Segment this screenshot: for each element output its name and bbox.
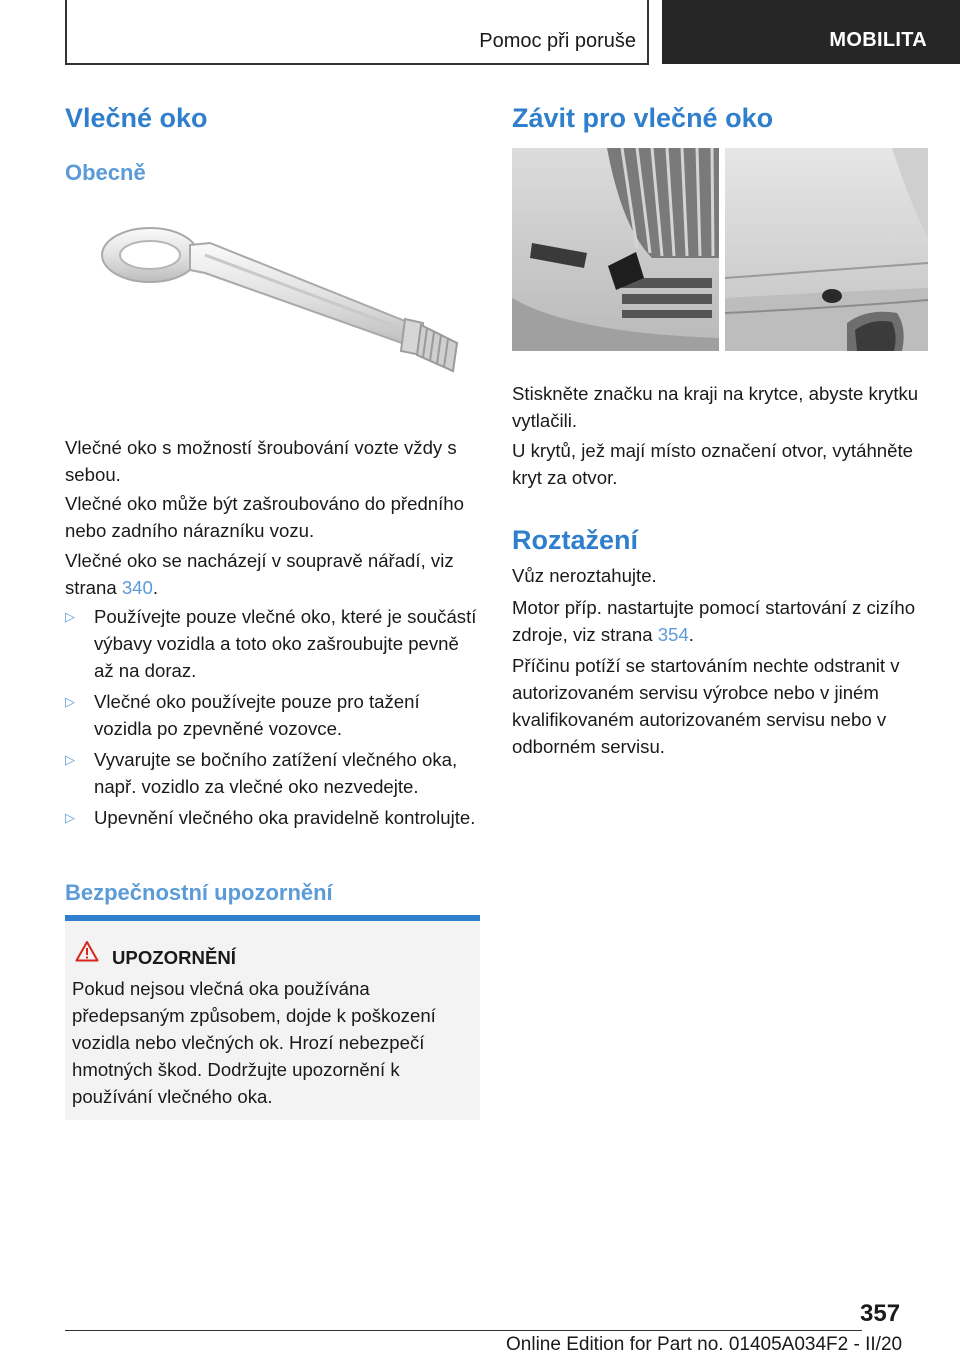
towing-para-1: Vůz neroztahujte. [512,565,657,586]
tow-eye-para-3-suffix: . [152,577,159,598]
warning-triangle-icon [75,940,99,962]
bullet-text: Vlečné oko používejte pouze pro tažení vozidla po zpevněné vozovce. [94,691,420,739]
tow-eye-para-3-text: Vlečné oko se nacházejí v soupravě nářadí, viz strana [65,550,454,598]
warning-title: UPOZORNĚNÍ [112,947,236,968]
tow-eye-para-2: Vlečné oko může být zašroubováno do předního nebo zadního nárazníku vozu. [65,493,464,541]
footer-rule [65,1330,862,1331]
bullet-triangle-icon: ▷ [65,609,75,624]
bullet-item [65,688,480,742]
bullet-item [65,746,480,800]
bullet-text: Vyvarujte se bočního zatížení vlečného oka, např. vozidlo za vlečné oko nezvedejte. [94,749,458,797]
thread-para-1: Stiskněte značku na kraji na krytce, abyste krytku vytlačili. [512,383,919,431]
page-number: 357 [860,1300,901,1327]
bullet-text: Upevnění vlečného oka pravidelně kontrolujte. [94,807,476,828]
header-left-rule [65,0,67,64]
bullet-triangle-icon: ▷ [65,810,75,825]
bullet-item [65,804,480,858]
rear-bumper-photo [725,148,928,351]
general-subtitle: Obecně [65,160,146,185]
header-bottom-rule [65,63,649,65]
tow-eye-para-1: Vlečné oko s možností šroubování vozte vždy s sebou. [65,437,457,485]
bullet-triangle-icon: ▷ [65,694,75,709]
safety-heading: Bezpečnostní upozornění [65,880,333,905]
warning-text: Pokud nejsou vlečná oka používána předepsaným způsobem, dojde k poškození vozidla nebo vlečných ok. Hrozí nebezpečí hmotných škod. Dodržujte upozornění k používání vlečného oka. [72,978,436,1107]
towing-para-3: Příčinu potíží se startováním nechte odstranit v autorizovaném servisu výrobce nebo v jiném kvalifikovaném autorizovaném servisu nebo v odborném servisu. [512,655,900,757]
tow-eye-para-3 [65,547,480,601]
bullet-text: Používejte pouze vlečné oko, které je součástí výbavy vozidla a toto oko zašroubujte pevně až na doraz. [94,606,477,681]
tow-thread-title: Závit pro vlečné oko [512,103,774,133]
thread-para-2: U krytů, jež mají místo označení otvor, vytáhněte kryt za otvor. [512,440,913,488]
tow-eye-title: Vlečné oko [65,103,208,133]
footer-edition: Online Edition for Part no. 01405A034F2 - II/20 [506,1334,903,1355]
header-separator [647,0,649,64]
towing-para-2-suffix: . [688,624,694,645]
bumper-photos [512,148,928,351]
towing-para-2-text: Motor příp. nastartujte pomocí startování z cizího zdroje, viz strana [512,597,916,645]
bullet-item [65,603,480,684]
tow-eye-illustration [95,215,465,390]
towing-heading: Roztažení [512,525,639,555]
bullet-triangle-icon: ▷ [65,752,75,767]
page-link-354[interactable]: 354 [657,624,689,645]
front-bumper-photo [512,148,719,351]
page-link-340[interactable]: 340 [121,577,153,598]
header-chapter-label: MOBILITA [829,29,927,51]
header-chapter-tab [662,0,960,64]
towing-para-2 [512,594,928,648]
header-section-title: Pomoc při poruše [479,30,636,52]
